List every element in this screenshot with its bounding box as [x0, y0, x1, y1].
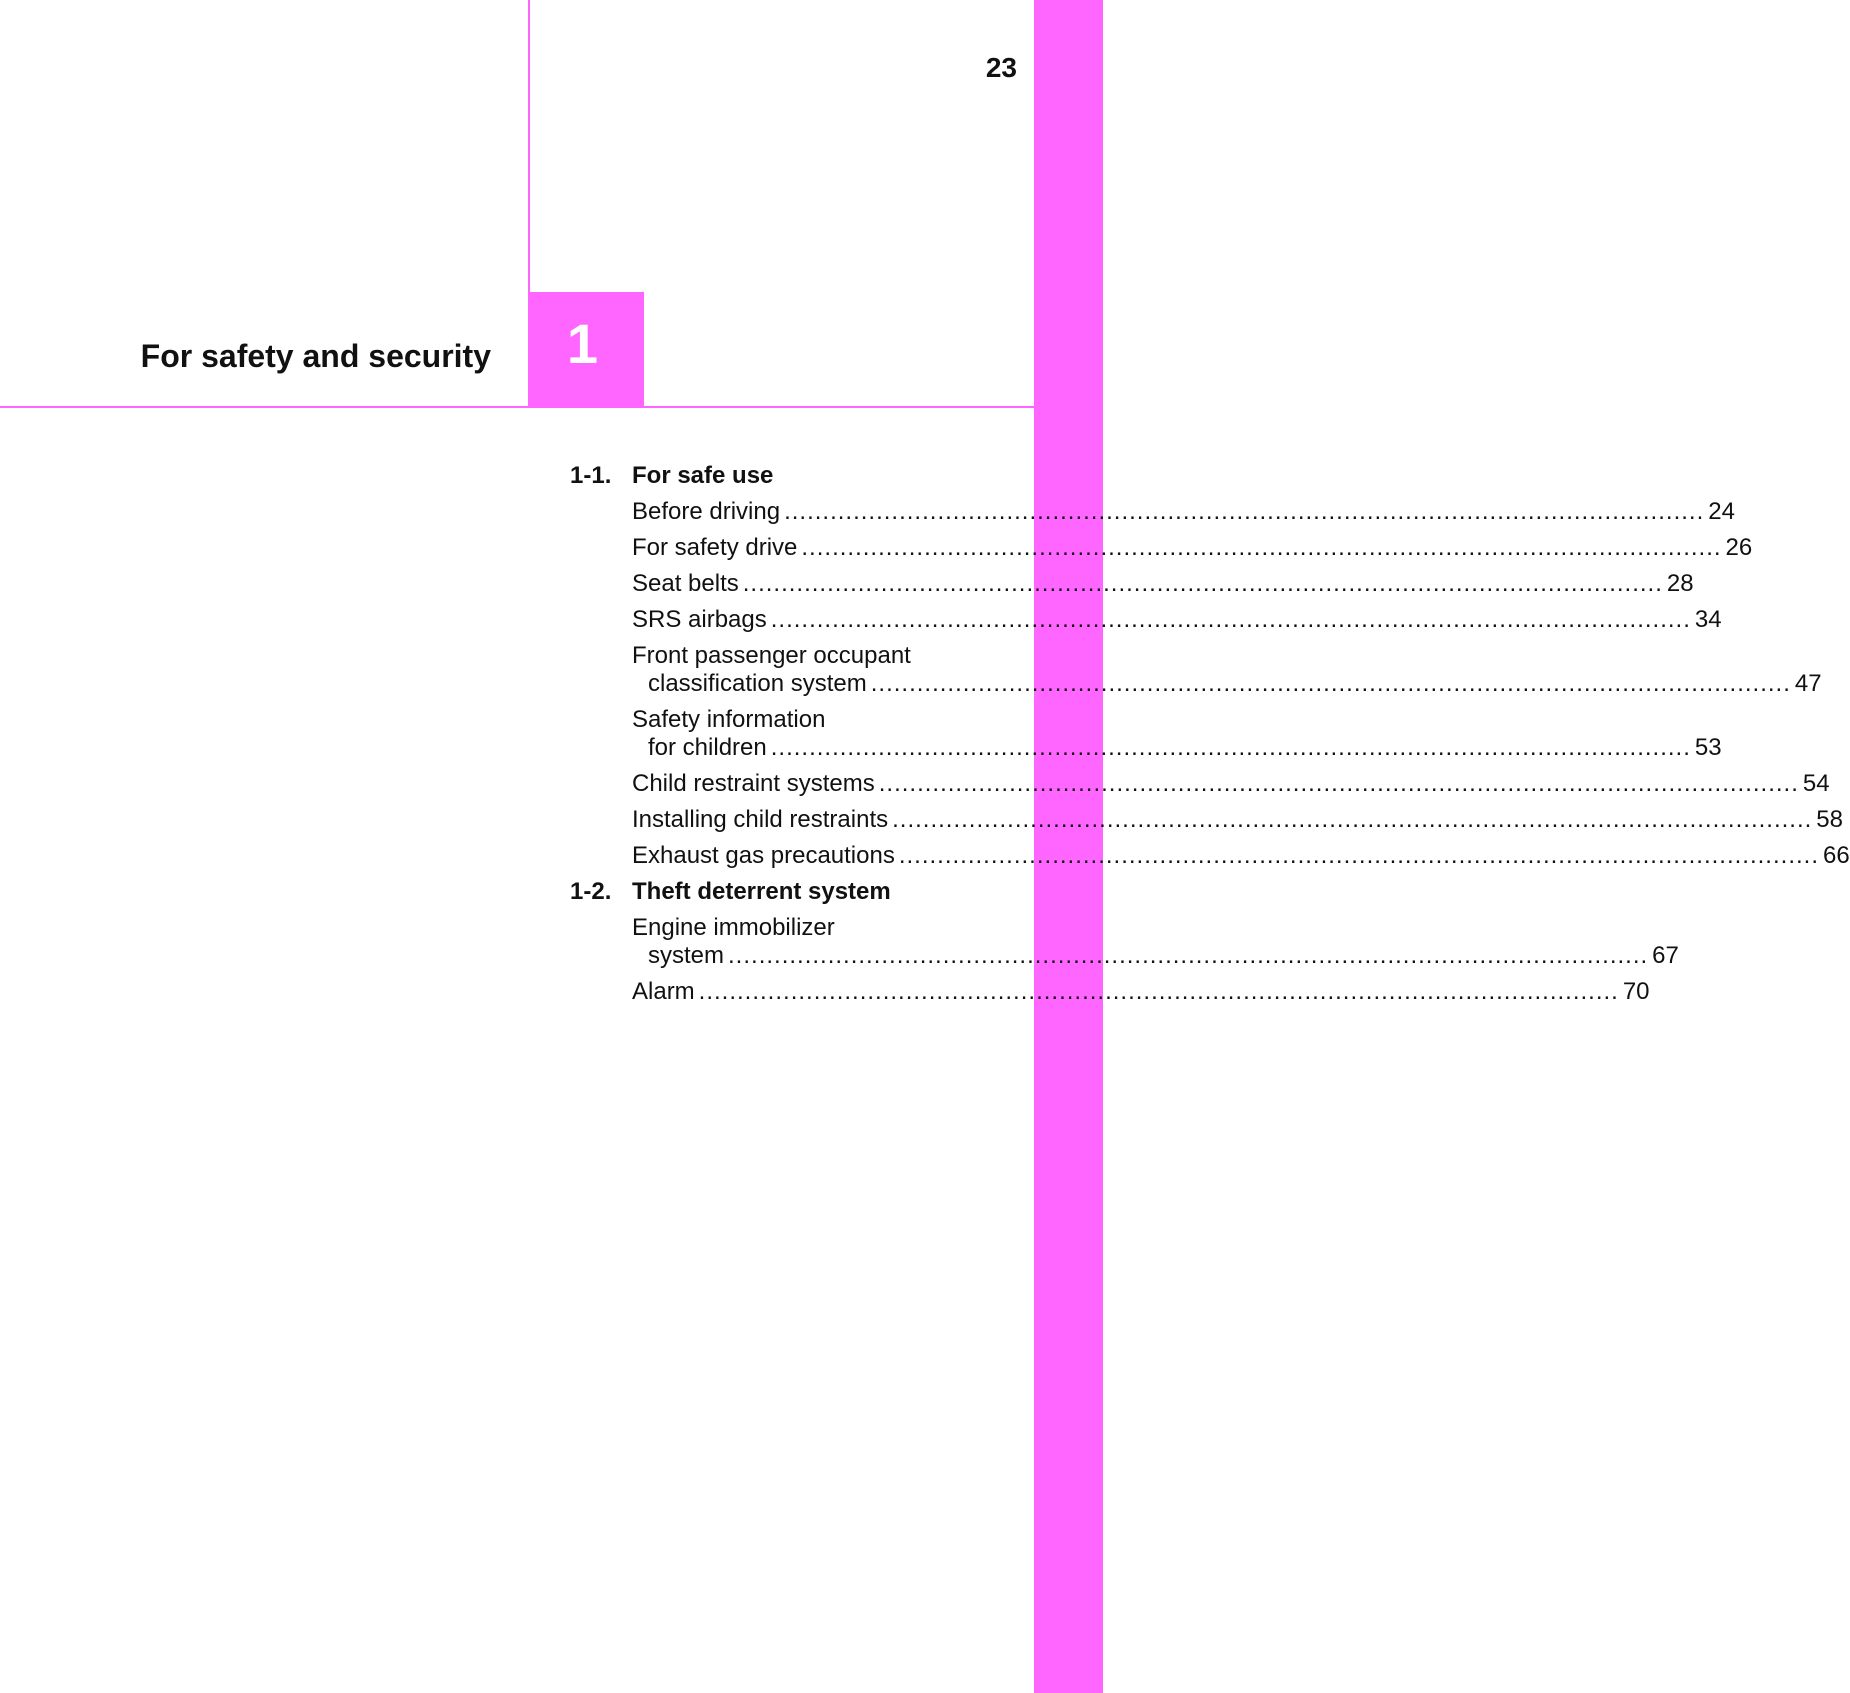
toc-entry-title: Before driving: [632, 498, 781, 525]
toc-entry-page: 28: [1666, 570, 1694, 597]
toc-entry[interactable]: [632, 606, 1722, 634]
toc-entry-line: [632, 570, 1694, 598]
toc-entry-page: 58: [1816, 806, 1843, 833]
toc-entry-lead: Engine immobilizer: [632, 914, 835, 941]
toc-entry-line: [632, 606, 1722, 634]
toc-section-title: For safe use: [632, 462, 774, 489]
toc-entry-page: 47: [1794, 670, 1822, 697]
toc-section-title: Theft deterrent system: [632, 878, 891, 905]
toc-entry-title: For safety drive: [632, 534, 798, 561]
toc-leader-dots: ........................................................................................................................: [878, 770, 1799, 797]
toc-entry[interactable]: [632, 914, 1679, 970]
toc-entry-lead: Safety information: [632, 706, 826, 733]
toc-section-number: 1-1.: [570, 462, 612, 489]
toc-entry-line: [632, 498, 1735, 526]
toc-section-heading[interactable]: [570, 462, 984, 490]
toc-leader-dots: ........................................................................................................................: [801, 534, 1722, 561]
toc-section-number: 1-2.: [570, 878, 612, 905]
toc-leader-dots: ........................................................................................................................: [770, 734, 1691, 761]
toc-entry-page: 67: [1652, 942, 1679, 969]
toc-entry-page: 66: [1822, 842, 1850, 869]
toc-leader-dots: ........................................................................................................................: [728, 942, 1649, 969]
header-horizontal-rule: [0, 406, 1034, 408]
toc-entry-title: for children: [648, 734, 767, 761]
toc-leader-dots: ........................................................................................................................: [784, 498, 1705, 525]
toc-entry[interactable]: [632, 806, 1843, 834]
toc-leader-dots: ........................................................................................................................: [898, 842, 1819, 869]
toc-leader-dots: ........................................................................................................................: [770, 606, 1691, 633]
toc-entry-page: 54: [1802, 770, 1830, 797]
page-number: 23: [985, 52, 1017, 83]
toc-entry-title: system: [648, 942, 725, 969]
toc-entry-line: [632, 670, 1822, 698]
toc-entry[interactable]: [632, 842, 1850, 870]
toc-entry-title: Child restraint systems: [632, 770, 875, 797]
toc-leader-dots: ........................................................................................................................: [742, 570, 1663, 597]
toc-entry[interactable]: [632, 706, 1722, 762]
toc-entry-title: classification system: [648, 670, 867, 697]
toc-entry-lead: Front passenger occupant: [632, 642, 911, 669]
toc-entry-title: Installing child restraints: [632, 806, 889, 833]
toc-section-heading[interactable]: [570, 878, 984, 906]
toc-entry-line: [632, 806, 1843, 834]
toc-entry-line: [632, 942, 1679, 970]
toc-entry-title: SRS airbags: [632, 606, 767, 633]
toc-entry[interactable]: [632, 770, 1830, 798]
toc-entry-page: 34: [1694, 606, 1722, 633]
toc-entry[interactable]: [632, 498, 1735, 526]
table-of-contents: [570, 462, 1850, 1014]
toc-entry-title: Alarm: [632, 978, 695, 1005]
toc-entry-line: [632, 734, 1722, 762]
toc-entry-page: 24: [1708, 498, 1735, 525]
toc-entry-line: [632, 534, 1753, 562]
toc-entry[interactable]: [632, 978, 1650, 1006]
toc-entry[interactable]: [632, 534, 1753, 562]
toc-entry-title: Exhaust gas precautions: [632, 842, 895, 869]
toc-entry-page: 53: [1694, 734, 1722, 761]
toc-entry-list: [632, 498, 1850, 870]
toc-leader-dots: ........................................................................................................................: [698, 978, 1619, 1005]
toc-entry-line: [632, 978, 1650, 1006]
toc-entry-line: [632, 770, 1830, 798]
toc-leader-dots: ........................................................................................................................: [870, 670, 1791, 697]
chapter-number-box: [528, 292, 644, 407]
toc-entry-page: 70: [1622, 978, 1650, 1005]
toc-entry-list: [632, 914, 1679, 1006]
toc-entry-title: Seat belts: [632, 570, 739, 597]
toc-entry-page: 26: [1725, 534, 1753, 561]
toc-entry[interactable]: [632, 642, 1822, 698]
chapter-title: For safety and security: [140, 338, 491, 374]
toc-entry-line: [632, 842, 1850, 870]
toc-entry[interactable]: [632, 570, 1694, 598]
chapter-number: 1: [566, 312, 599, 375]
toc-leader-dots: ........................................................................................................................: [892, 806, 1813, 833]
